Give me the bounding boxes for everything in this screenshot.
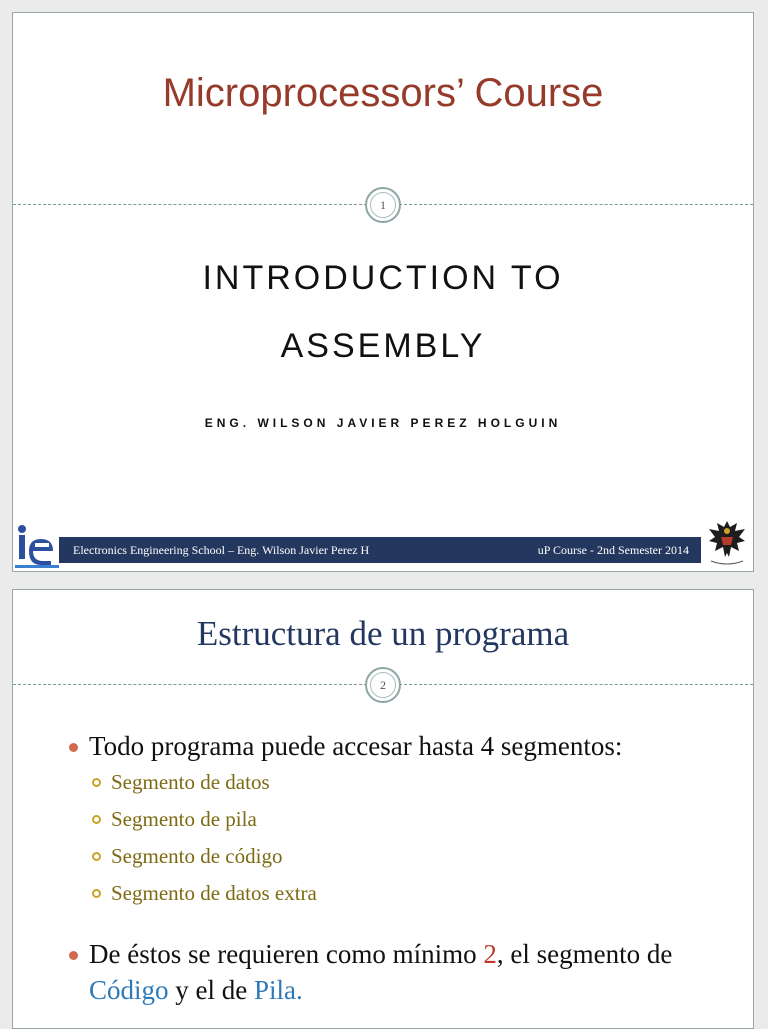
slide-number-badge: [365, 187, 401, 223]
sub-bullet-item: [69, 875, 733, 912]
slide-1-title: Microprocessors’ Course: [162, 71, 604, 115]
ring-bullet-icon: [92, 852, 101, 861]
subtitle-line-2: ASSEMBLY: [280, 327, 486, 365]
eagle-crest-icon: [707, 515, 747, 569]
sub-bullet-item: [69, 764, 733, 801]
sub-bullet-item: [69, 801, 733, 838]
sub-bullet-text: Segmento de datos extra: [111, 881, 317, 905]
bullet-list: [69, 728, 733, 1008]
bullet-text-part: y el de: [168, 975, 254, 1005]
subtitle-line-1: INTRODUCTION TO: [202, 259, 564, 297]
footer-left-text: Electronics Engineering School – Eng. Wilson Javier Perez H: [73, 543, 370, 557]
highlight-pila: Pila.: [254, 975, 303, 1005]
ring-bullet-icon: [92, 778, 101, 787]
ie-logo-icon: [15, 521, 59, 569]
slide-2-title: Estructura de un programa: [196, 614, 570, 653]
highlight-number: 2: [483, 939, 497, 969]
ring-bullet-icon: [92, 889, 101, 898]
footer-right-text: uP Course - 2nd Semester 2014: [537, 543, 689, 557]
ring-bullet-icon: [92, 815, 101, 824]
bullet-text-part: De éstos se requieren como mínimo: [89, 939, 484, 969]
footer-bar: [59, 537, 701, 563]
bullet-item: [69, 936, 733, 1008]
bullet-item: [69, 728, 733, 764]
bullet-dot-icon: [69, 951, 78, 960]
sub-bullet-text: Segmento de código: [111, 844, 283, 868]
slide-number: 2: [370, 672, 396, 698]
slide-number-badge: [365, 667, 401, 703]
slide-2: [12, 589, 754, 1029]
sub-bullet-item: [69, 838, 733, 875]
slide-number: 1: [370, 192, 396, 218]
author-name: ENG. WILSON JAVIER PEREZ HOLGUIN: [204, 416, 562, 430]
sub-bullet-text: Segmento de datos: [111, 770, 270, 794]
bullet-text-part: , el segmento de: [496, 939, 673, 969]
slide-1: [12, 12, 754, 572]
bullet-text: Todo programa puede accesar hasta 4 segmentos:: [89, 731, 623, 761]
highlight-codigo: Código: [89, 975, 169, 1005]
sub-bullet-text: Segmento de pila: [111, 807, 257, 831]
bullet-dot-icon: [69, 743, 78, 752]
